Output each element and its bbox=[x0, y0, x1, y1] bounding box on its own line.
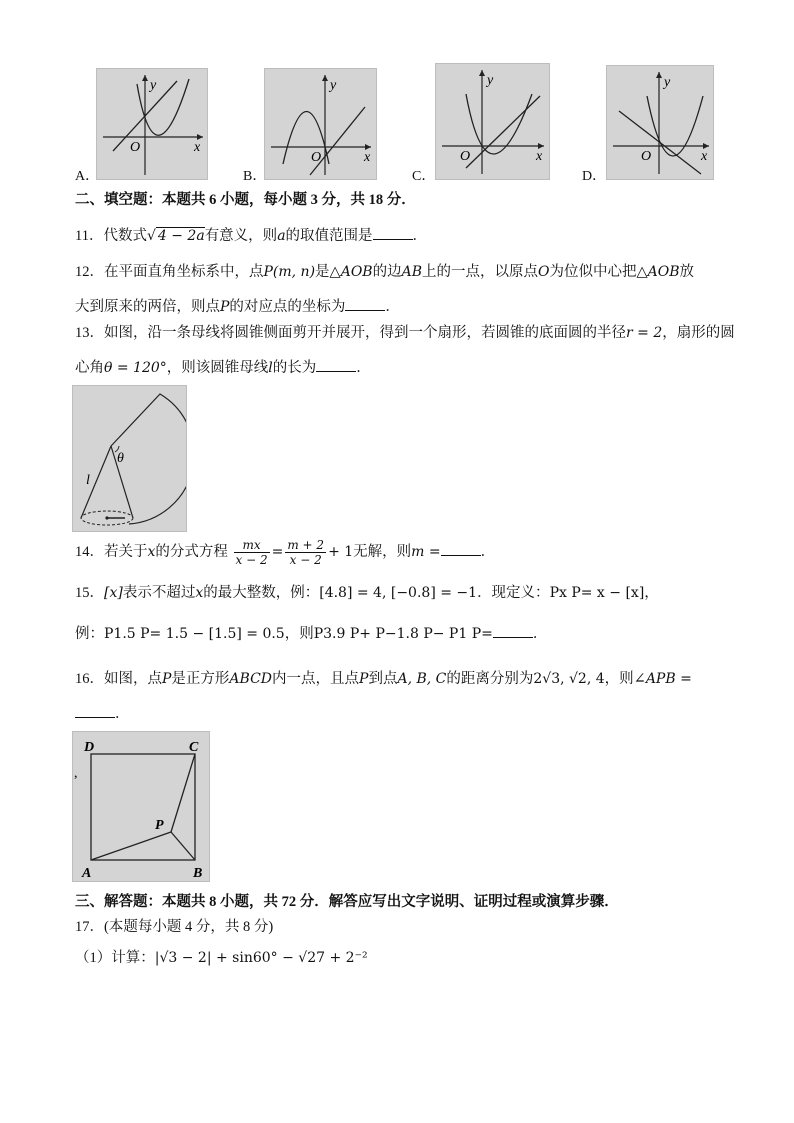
stray-mark: , bbox=[74, 766, 78, 781]
q15-answer-blank[interactable] bbox=[493, 623, 533, 638]
option-b-origin: O bbox=[311, 150, 322, 165]
option-c-graph bbox=[435, 63, 550, 180]
question-16-line-1: 16．如图，点P是正方形ABCD内一点，且点P到点A, B, C的距离分别为2√3, √2, 4，则∠APB = bbox=[75, 671, 692, 687]
option-d-origin: O bbox=[641, 149, 652, 164]
question-13-line-1: 13．如图，沿一条母线将圆锥侧面剪开并展开，得到一个扇形，若圆锥的底面圆的半径r = 2，扇形的圆 bbox=[75, 325, 735, 341]
option-c-label[interactable]: C． bbox=[412, 169, 436, 184]
option-b-label[interactable]: B． bbox=[243, 169, 267, 184]
section-2-heading: 二、填空题：本题共 6 小题，每小题 3 分，共 18 分． bbox=[75, 192, 416, 208]
vertex-c-label: C bbox=[189, 740, 199, 755]
option-d-y-label: y bbox=[664, 75, 671, 90]
q13-answer-blank[interactable] bbox=[316, 357, 356, 372]
option-a-graph bbox=[96, 68, 208, 180]
lhs-fraction: $\frac{mx}{x - 2}$ bbox=[235, 538, 268, 567]
vertex-d-label: D bbox=[84, 740, 95, 755]
cone-sector-figure bbox=[72, 385, 187, 532]
question-15-line-2: 例：P1.5 P= 1.5 − [1.5] = 0.5，则P3.9 P+ P−1.8 P− P1 P= ． bbox=[75, 623, 547, 644]
option-b-y-label: y bbox=[330, 78, 337, 93]
radical-sign: √ bbox=[146, 228, 156, 244]
slant-height-label: l bbox=[86, 473, 90, 488]
q16-answer-blank[interactable] bbox=[75, 703, 115, 718]
option-a-y-label: y bbox=[150, 78, 157, 93]
vertex-a-label: A bbox=[82, 866, 92, 881]
section-3-heading: 三、解答题：本题共 8 小题，共 72 分．解答应写出文字说明、证明过程或演算步骤． bbox=[75, 894, 619, 910]
option-c-origin: O bbox=[460, 149, 471, 164]
question-11: 11．代数式√ 4 − 2a有意义，则a的取值范围是 ． bbox=[75, 225, 427, 246]
option-a-label[interactable]: A． bbox=[75, 169, 100, 184]
question-13-line-2: 心角θ = 120°，则该圆锥母线l的长为 ． bbox=[75, 357, 371, 378]
option-c-y-label: y bbox=[487, 73, 494, 88]
option-a-origin: O bbox=[130, 140, 141, 155]
point-p-label: P bbox=[155, 818, 164, 833]
question-17-title: 17．(本题每小题 4 分，共 8 分) bbox=[75, 919, 274, 935]
option-b-graph bbox=[264, 68, 377, 180]
q17-expression: |√3 − 2| + sin60° − √27 + 2⁻² bbox=[154, 950, 368, 966]
theta-label: θ bbox=[117, 451, 124, 466]
question-12-line-2: 大到原来的两倍，则点P的对应点的坐标为 ． bbox=[75, 296, 400, 317]
q11-answer-blank[interactable] bbox=[373, 225, 413, 240]
option-b-x-label: x bbox=[364, 150, 371, 165]
question-14: 14．若关于x的分式方程 $\frac{mx}{x - 2}$ = $\frac{m + 2}{x - 2}$ + 1无解，则m = ． bbox=[75, 538, 496, 567]
vertex-b-label: B bbox=[193, 866, 203, 881]
option-d-graph bbox=[606, 65, 714, 180]
q14-answer-blank[interactable] bbox=[441, 541, 481, 556]
square-abcd-figure bbox=[72, 731, 210, 882]
question-16-line-2: ． bbox=[75, 703, 130, 724]
q12-answer-blank[interactable] bbox=[345, 296, 385, 311]
rhs-fraction: $\frac{m + 2}{x - 2}$ bbox=[287, 538, 325, 567]
option-c-x-label: x bbox=[536, 149, 543, 164]
q11-radicand: 4 − 2a bbox=[157, 228, 205, 244]
option-a-x-label: x bbox=[194, 140, 201, 155]
option-d-x-label: x bbox=[701, 149, 708, 164]
option-d-label[interactable]: D． bbox=[582, 169, 607, 184]
question-17-part-1: （1）计算：|√3 − 2| + sin60° − √27 + 2⁻² bbox=[75, 950, 368, 966]
question-15-line-1: 15．[x]表示不超过x的最大整数，例：[4.8] = 4, [−0.8] = −1．现定义：Px P= x − [x]， bbox=[75, 585, 659, 601]
question-12-line-1: 12．在平面直角坐标系中，点P(m, n)是△AOB的边AB上的一点，以原点O为位似中心把△AOB放 bbox=[75, 264, 695, 280]
